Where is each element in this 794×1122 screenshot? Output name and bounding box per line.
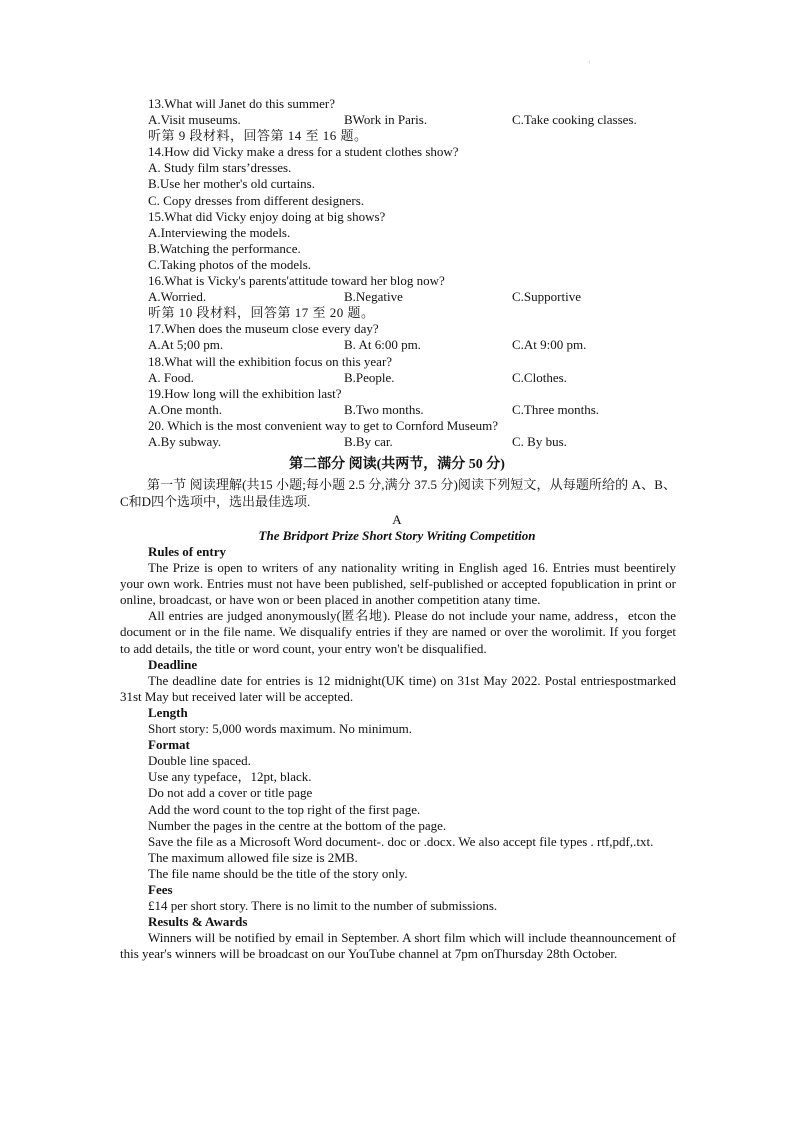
option-c: C.At 9:00 pm. — [512, 337, 587, 353]
option-a: A. Study film stars’dresses. — [148, 160, 292, 176]
section-heading: Length — [148, 704, 188, 720]
question-stem: 19.How long will the exhibition last? — [148, 385, 342, 401]
paragraph: Short story: 5,000 words maximum. No minimum. — [148, 721, 412, 737]
section-instructions: 第一节 阅读理解(共15 小题;每小题 2.5 分,满分 37.5 分)阅读下列短文，从每题所给的 A、B、C和D四个选项中，选出最佳选项. — [120, 477, 676, 509]
question-options — [148, 402, 688, 418]
format-item: Double line spaced. — [148, 753, 251, 769]
format-item: Do not add a cover or title page — [148, 785, 313, 801]
option-b: B.Watching the performance. — [148, 240, 301, 256]
passage-letter: A — [392, 512, 402, 527]
format-item: Use any typeface，12pt, black. — [148, 769, 312, 785]
corner-mark: · — [588, 58, 591, 67]
format-item: The maximum allowed file size is 2MB. — [148, 849, 358, 865]
question-options — [148, 289, 688, 305]
option-b: BWork in Paris. — [344, 112, 428, 128]
option-c: C. Copy dresses from different designers. — [148, 192, 365, 208]
option-a: A.One month. — [148, 401, 223, 417]
option-c: C. By bus. — [512, 433, 567, 449]
option-c: C.Clothes. — [512, 369, 567, 385]
question-stem: 16.What is Vicky's parents'attitude toward her blog now? — [148, 273, 445, 289]
option-b: B.Two months. — [344, 401, 424, 417]
option-a: A.Interviewing the models. — [148, 224, 291, 240]
paragraph: Winners will be notified by email in September. A short film which will include theannouncement of this year's winners will be broadcast on our YouTube channel at 7pm onThursday 28th October. — [120, 930, 676, 962]
paragraph: All entries are judged anonymously(匿名地). Please do not include your name, address，etcon the document or in the file name. We disqualify entries if they are named or over the worolimit. If you forget to add details, the title or word count, your entry won't be disqualified. — [120, 608, 676, 656]
section-heading: Deadline — [148, 656, 198, 672]
listening-questions — [148, 96, 688, 450]
question-stem: 15.What did Vicky enjoy doing at big shows? — [148, 208, 386, 224]
section-heading: Rules of entry — [148, 544, 226, 559]
question-options — [148, 112, 688, 128]
listening-instruction: 听第 10 段材料，回答第 17 至 20 题。 — [148, 305, 375, 321]
option-c: C.Three months. — [512, 401, 600, 417]
question-stem: 18.What will the exhibition focus on this year? — [148, 353, 393, 369]
format-item: The file name should be the title of the story only. — [148, 865, 408, 881]
section-heading: Format — [148, 737, 190, 753]
option-b: B. At 6:00 pm. — [344, 337, 421, 353]
option-c: C.Supportive — [512, 289, 581, 305]
option-b: B.Use her mother's old curtains. — [148, 176, 315, 192]
part-title: 第二部分 阅读(共两节，满分 50 分) — [289, 457, 505, 472]
format-item: Add the word count to the top right of the first page. — [148, 801, 421, 817]
option-a: A.By subway. — [148, 433, 222, 449]
section-heading: Results & Awards — [148, 914, 248, 930]
format-item: Number the pages in the centre at the bottom of the page. — [148, 817, 447, 833]
section-heading: Fees — [148, 881, 173, 897]
option-a: A. Food. — [148, 369, 194, 385]
option-c: C.Taking photos of the models. — [148, 256, 312, 272]
option-b: B.People. — [344, 369, 395, 385]
option-a: A.Worried. — [148, 289, 207, 305]
option-c: C.Take cooking classes. — [512, 112, 637, 128]
format-item: Save the file as a Microsoft Word document-. doc or .docx. We also accept file types . rtf,pdf,.txt. — [148, 833, 654, 849]
question-stem: 13.What will Janet do this summer? — [148, 96, 336, 111]
question-options — [148, 434, 688, 450]
question-options — [148, 337, 688, 353]
question-stem: 20. Which is the most convenient way to get to Cornford Museum? — [148, 417, 498, 433]
question-stem: 17.When does the museum close every day? — [148, 321, 379, 337]
option-b: B.Negative — [344, 289, 403, 305]
listening-instruction: 听第 9 段材料，回答第 14 至 16 题。 — [148, 128, 368, 144]
option-b: B.By car. — [344, 433, 393, 449]
passage-body — [120, 544, 676, 962]
paragraph: The deadline date for entries is 12 midnight(UK time) on 31st May 2022. Postal entriespostmarked 31st May but received later will be accepted. — [120, 672, 676, 704]
paragraph: The Prize is open to writers of any nationality writing in English aged 16. Entries must beentirely your own work. Entries must not have been published, self-published or accepted fopublication in print or online, broadcast, or have won or been placed in another competition atany time. — [120, 560, 676, 608]
option-a: A.Visit museums. — [148, 112, 241, 128]
passage-title: The Bridport Prize Short Story Writing Competition — [258, 528, 536, 543]
paragraph: £14 per short story. There is no limit to the number of submissions. — [148, 898, 498, 914]
question-options — [148, 370, 688, 386]
question-stem: 14.How did Vicky make a dress for a student clothes show? — [148, 144, 459, 160]
option-a: A.At 5;00 pm. — [148, 337, 224, 353]
